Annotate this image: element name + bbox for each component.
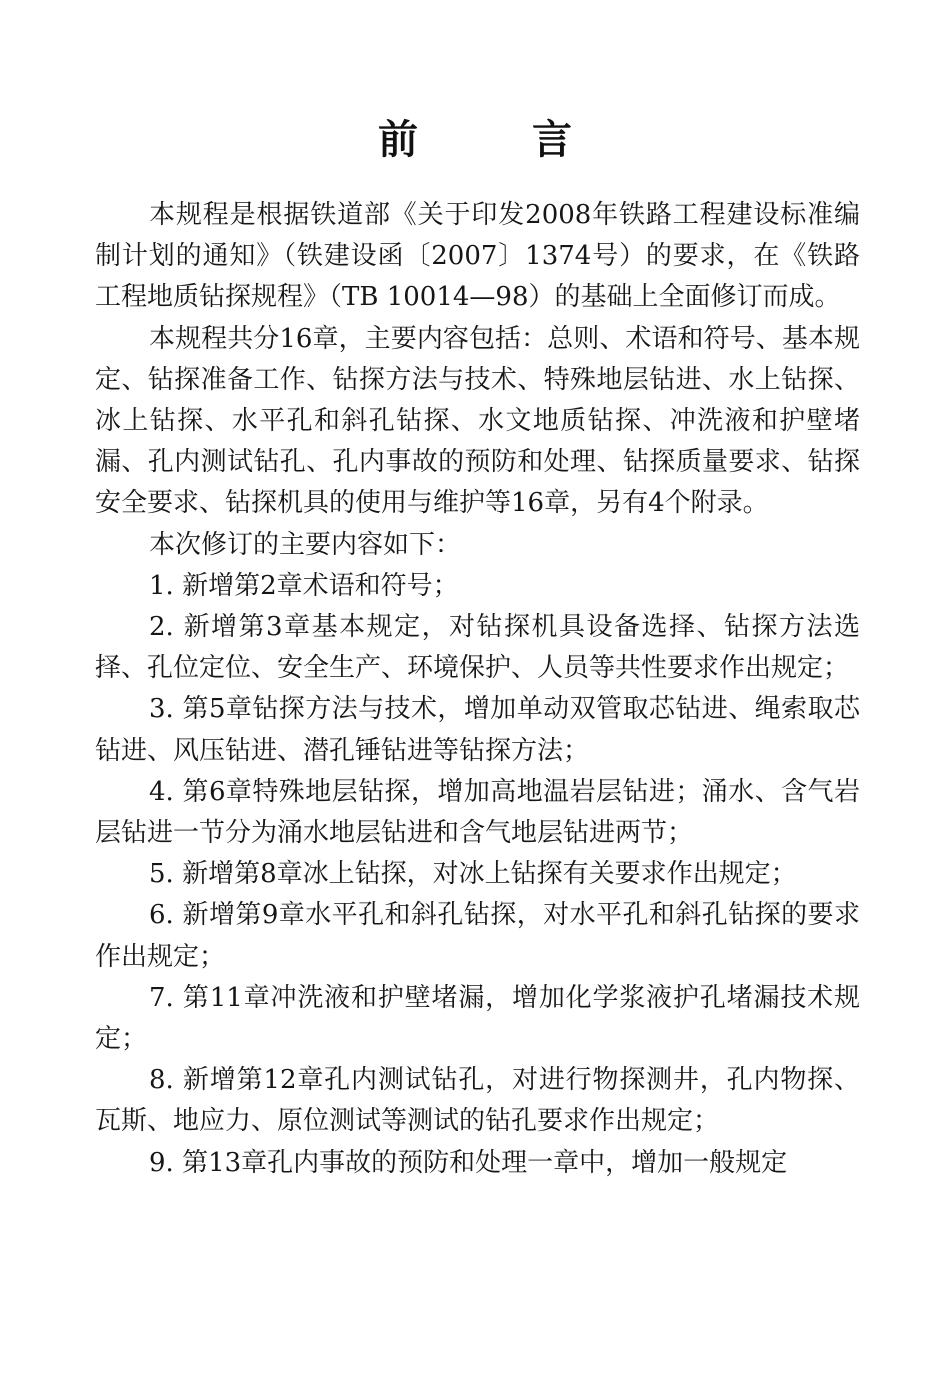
page-title: 前 言 (378, 117, 622, 163)
list-item-4: 4. 第6章特殊地层钻探，增加高地温岩层钻进；涌水、含气岩层钻进一节分为涌水地层钻进和含气地层钻进两节； (95, 776, 860, 849)
paragraph-revision-heading: 本次修订的主要内容如下： (149, 529, 462, 560)
list-item-1: 1. 新增第2章术语和符号； (149, 570, 459, 601)
list-item-2: 2. 新增第3章基本规定，对钻探机具设备选择、钻探方法选择、孔位定位、安全生产、环境保护、人员等共性要求作出规定； (95, 612, 860, 684)
list-item-9: 9. 第13章孔内事故的预防和处理一章中，增加一般规定 (149, 1147, 788, 1178)
list-item-6: 6. 新增第9章水平孔和斜孔钻探，对水平孔和斜孔钻探的要求作出规定； (95, 900, 860, 972)
list-item-8: 8. 新增第12章孔内测试钻孔，对进行物探测井，孔内物探、瓦斯、地应力、原位测试等测试的钻孔要求作出规定； (95, 1065, 860, 1137)
paragraph-contents: 本规程共分16章，主要内容包括：总则、术语和符号、基本规定、钻探准备工作、钻探方法与技术、特殊地层钻进、水上钻探、冰上钻探、水平孔和斜孔钻探、水文地质钻探、冲洗液和护壁堵漏、孔内测试钻孔、孔内事故的预防和处理、钻探质量要求、钻探安全要求、钻探机具的使用与维护等16章，另有4个附录。 (95, 323, 860, 519)
document-body (95, 195, 860, 1184)
list-item-7: 7. 第11章冲洗液和护壁堵漏，增加化学浆液护孔堵漏技术规定； (95, 982, 860, 1055)
list-item-3: 3. 第5章钻探方法与技术，增加单动双管取芯钻进、绳索取芯钻进、风压钻进、潜孔锤钻进等钻探方法； (95, 694, 860, 766)
paragraph-intro: 本规程是根据铁道部《关于印发2008年铁路工程建设标准编制计划的通知》（铁建设函〔2007〕1374号）的要求，在《铁路工程地质钻探规程》（TB 10014—98）的基础上全面修订而成。 (95, 200, 860, 313)
list-item-5: 5. 新增第8章冰上钻探，对冰上钻探有关要求作出规定； (149, 859, 797, 890)
